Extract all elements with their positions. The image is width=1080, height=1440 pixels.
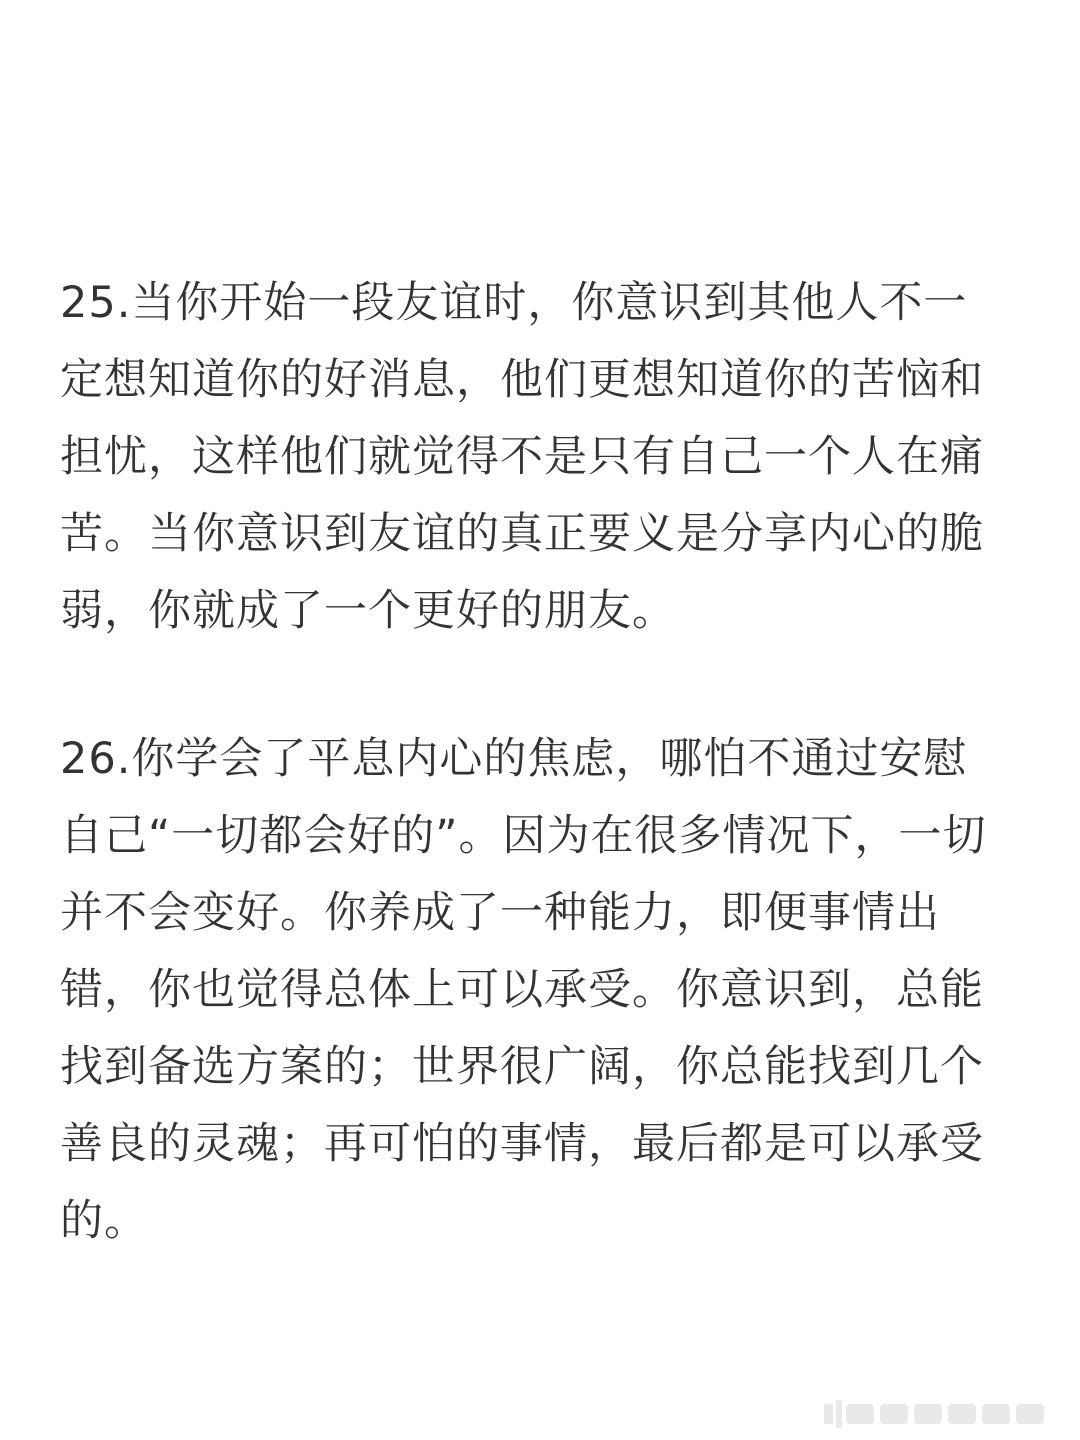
paragraph-line: 苦。当你意识到友谊的真正要义是分享内心的脆 — [60, 509, 984, 559]
paragraph-line: 25.当你开始一段友谊时，你意识到其他人不一 — [60, 278, 968, 328]
paragraph-line: 并不会变好。你养成了一种能力，即便事情出 — [60, 888, 940, 938]
paragraph-line: 的。 — [60, 1196, 148, 1246]
paragraph-line: 担忧，这样他们就觉得不是只有自己一个人在痛 — [60, 432, 984, 482]
paragraph-26 — [60, 721, 1035, 1260]
paragraph-line: 弱，你就成了一个更好的朋友。 — [60, 586, 676, 636]
watermark-icon — [822, 1394, 1062, 1432]
paragraph-line: 定想知道你的好消息，他们更想知道你的苦恼和 — [60, 355, 984, 405]
watermark-logo — [822, 1394, 1062, 1432]
paragraph-line: 善良的灵魂；再可怕的事情，最后都是可以承受 — [60, 1119, 984, 1169]
paragraph-line: 找到备选方案的；世界很广阔，你总能找到几个 — [60, 1042, 984, 1092]
paragraph-25 — [60, 265, 1035, 650]
paragraph-line: 26.你学会了平息内心的焦虑，哪怕不通过安慰 — [60, 734, 968, 784]
paragraph-line: 自己“一切都会好的”。因为在很多情况下，一切 — [60, 811, 987, 861]
paragraph-line: 错，你也觉得总体上可以承受。你意识到，总能 — [60, 965, 984, 1015]
